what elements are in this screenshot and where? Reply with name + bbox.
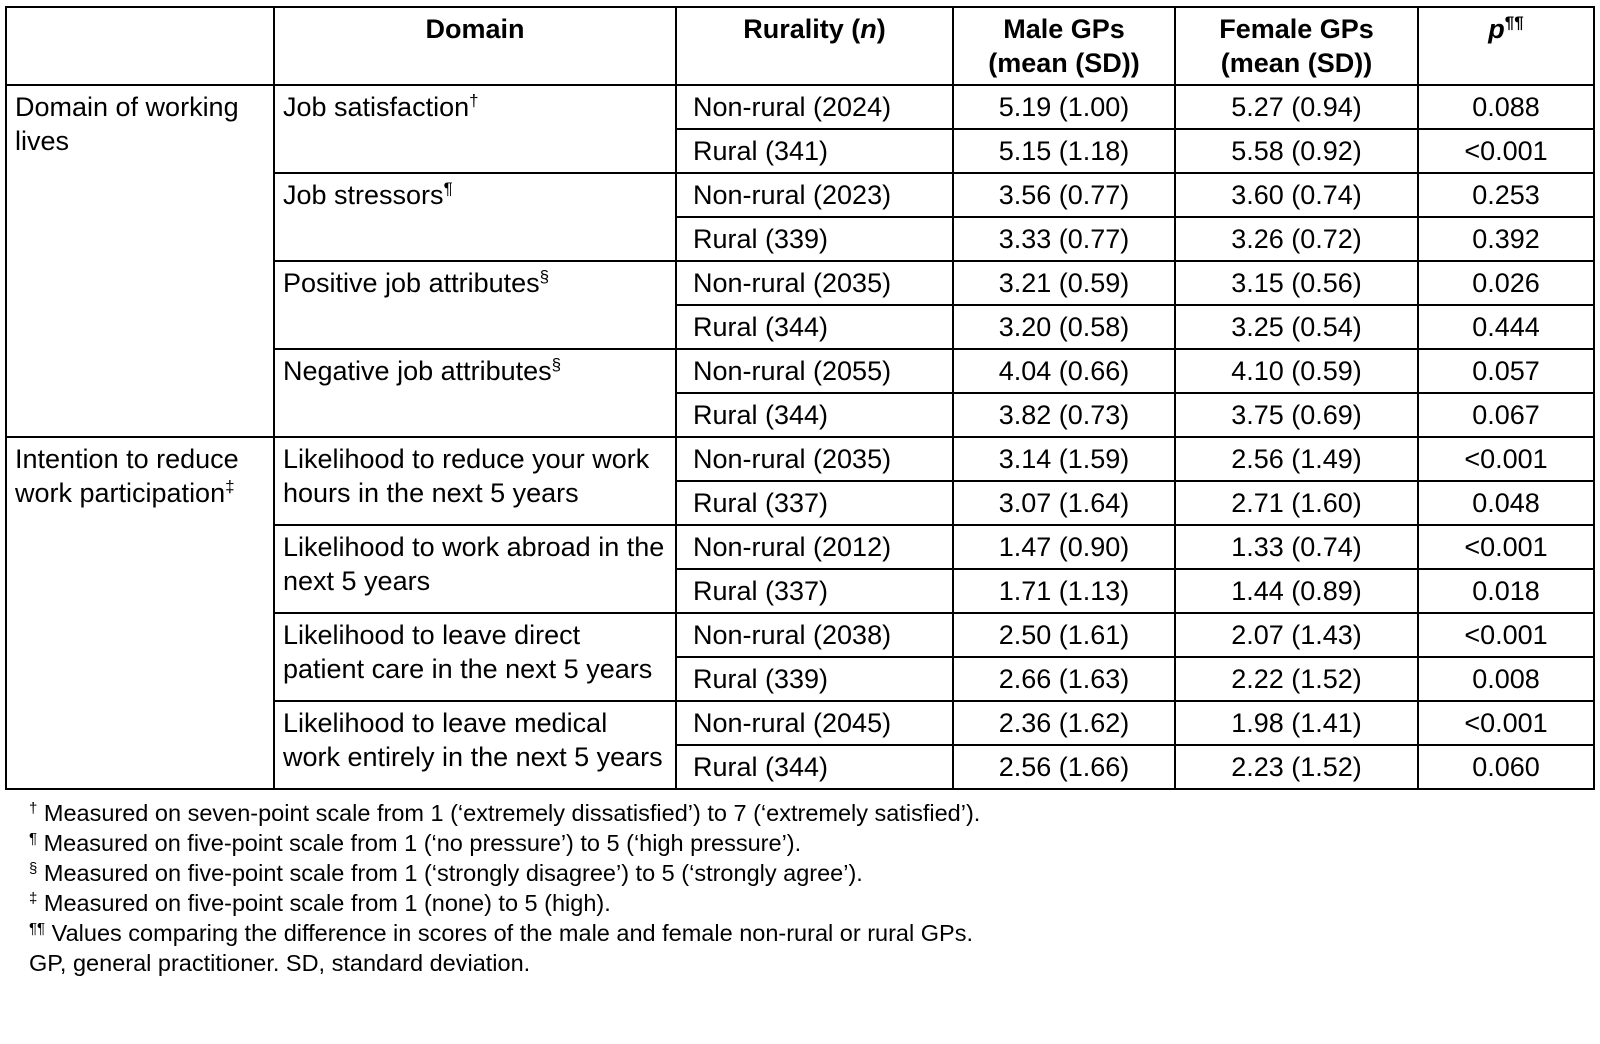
- footnote-mark: ‡: [29, 890, 38, 907]
- p-cell: 0.060: [1418, 745, 1594, 789]
- item-footnote-mark: ¶: [443, 179, 453, 198]
- male-cell: 2.66 (1.63): [953, 657, 1175, 701]
- male-cell: 1.47 (0.90): [953, 525, 1175, 569]
- table-row: [6, 437, 1594, 481]
- rurality-cell: Non-rural (2038): [676, 613, 953, 657]
- footnote-line: [29, 948, 1595, 978]
- item-name-cell: [274, 349, 676, 437]
- header-rurality: Rurality (n): [676, 7, 953, 85]
- male-cell: 3.20 (0.58): [953, 305, 1175, 349]
- rurality-cell: Non-rural (2035): [676, 437, 953, 481]
- item-name: Likelihood to reduce your work hours in the next 5 years: [283, 444, 650, 508]
- p-cell: 0.253: [1418, 173, 1594, 217]
- female-cell: 3.25 (0.54): [1175, 305, 1418, 349]
- group-footnote-mark: ‡: [225, 477, 235, 496]
- male-cell: 3.33 (0.77): [953, 217, 1175, 261]
- female-cell: 2.71 (1.60): [1175, 481, 1418, 525]
- item-name-cell: [274, 261, 676, 349]
- header-row: [6, 7, 1594, 85]
- rurality-cell: Rural (344): [676, 745, 953, 789]
- item-name-cell: [274, 437, 676, 525]
- female-cell: 3.26 (0.72): [1175, 217, 1418, 261]
- rurality-cell: Rural (337): [676, 481, 953, 525]
- female-cell: 2.22 (1.52): [1175, 657, 1418, 701]
- p-cell: 0.067: [1418, 393, 1594, 437]
- p-cell: 0.057: [1418, 349, 1594, 393]
- header-blank: [6, 7, 274, 85]
- group-label: Intention to reduce work participation: [15, 444, 239, 508]
- rurality-cell: Rural (339): [676, 657, 953, 701]
- footnote-mark: ¶¶: [29, 920, 46, 937]
- rurality-cell: Non-rural (2035): [676, 261, 953, 305]
- p-cell: <0.001: [1418, 129, 1594, 173]
- male-cell: 2.50 (1.61): [953, 613, 1175, 657]
- rurality-cell: Non-rural (2055): [676, 349, 953, 393]
- female-cell: 5.58 (0.92): [1175, 129, 1418, 173]
- male-cell: 3.21 (0.59): [953, 261, 1175, 305]
- female-cell: 2.07 (1.43): [1175, 613, 1418, 657]
- header-female: Female GPs (mean (SD)): [1175, 7, 1418, 85]
- female-cell: 1.98 (1.41): [1175, 701, 1418, 745]
- item-name: Job satisfaction: [283, 92, 470, 122]
- item-name: Likelihood to work abroad in the next 5 years: [283, 532, 665, 596]
- female-cell: 5.27 (0.94): [1175, 85, 1418, 129]
- group-label-cell: [6, 85, 274, 437]
- male-cell: 1.71 (1.13): [953, 569, 1175, 613]
- footnote-text: Values comparing the difference in scores of the male and female non-rural or rural GPs.: [45, 920, 973, 946]
- rurality-cell: Rural (344): [676, 393, 953, 437]
- item-footnote-mark: §: [539, 267, 550, 286]
- footnote-line: [29, 888, 1595, 918]
- female-cell: 2.23 (1.52): [1175, 745, 1418, 789]
- footnote-line: [29, 918, 1595, 948]
- item-name-cell: [274, 173, 676, 261]
- item-footnote-mark: †: [469, 91, 479, 110]
- item-name-cell: [274, 613, 676, 701]
- p-cell: 0.088: [1418, 85, 1594, 129]
- footnote-text: Measured on five-point scale from 1 (none) to 5 (high).: [37, 890, 611, 916]
- female-cell: 1.44 (0.89): [1175, 569, 1418, 613]
- rurality-cell: Non-rural (2012): [676, 525, 953, 569]
- female-cell: 1.33 (0.74): [1175, 525, 1418, 569]
- p-cell: <0.001: [1418, 701, 1594, 745]
- male-cell: 5.15 (1.18): [953, 129, 1175, 173]
- footnote-line: [29, 798, 1595, 828]
- rurality-cell: Non-rural (2023): [676, 173, 953, 217]
- item-name: Negative job attributes: [283, 356, 552, 386]
- group-label-cell: [6, 437, 274, 789]
- footnote-line: [29, 858, 1595, 888]
- item-name-cell: [274, 525, 676, 613]
- male-cell: 2.56 (1.66): [953, 745, 1175, 789]
- results-table: [5, 6, 1595, 790]
- p-cell: <0.001: [1418, 613, 1594, 657]
- male-cell: 3.14 (1.59): [953, 437, 1175, 481]
- item-name: Job stressors: [283, 180, 444, 210]
- footnote-mark: †: [29, 800, 38, 817]
- rurality-cell: Rural (344): [676, 305, 953, 349]
- header-domain: Domain: [274, 7, 676, 85]
- p-cell: 0.018: [1418, 569, 1594, 613]
- male-cell: 5.19 (1.00): [953, 85, 1175, 129]
- item-name-cell: [274, 85, 676, 173]
- rurality-cell: Rural (337): [676, 569, 953, 613]
- table-row: [6, 85, 1594, 129]
- rurality-cell: Rural (341): [676, 129, 953, 173]
- p-cell: 0.008: [1418, 657, 1594, 701]
- footnote-text: Measured on seven-point scale from 1 (‘extremely dissatisfied’) to 7 (‘extremely satisfied’).: [37, 800, 981, 826]
- footnote-mark: ¶: [29, 830, 38, 847]
- header-male: Male GPs (mean (SD)): [953, 7, 1175, 85]
- female-cell: 4.10 (0.59): [1175, 349, 1418, 393]
- item-name-cell: [274, 701, 676, 789]
- rurality-cell: Rural (339): [676, 217, 953, 261]
- item-name: Likelihood to leave direct patient care in the next 5 years: [283, 620, 653, 684]
- male-cell: 3.56 (0.77): [953, 173, 1175, 217]
- p-cell: <0.001: [1418, 525, 1594, 569]
- p-cell: 0.444: [1418, 305, 1594, 349]
- male-cell: 3.07 (1.64): [953, 481, 1175, 525]
- footnotes: [5, 798, 1595, 978]
- rurality-cell: Non-rural (2024): [676, 85, 953, 129]
- p-cell: 0.048: [1418, 481, 1594, 525]
- item-footnote-mark: §: [551, 355, 562, 374]
- male-cell: 3.82 (0.73): [953, 393, 1175, 437]
- p-cell: 0.392: [1418, 217, 1594, 261]
- table-container: [5, 6, 1595, 978]
- rurality-cell: Non-rural (2045): [676, 701, 953, 745]
- header-p: p¶¶: [1418, 7, 1594, 85]
- footnote-text: Measured on five-point scale from 1 (‘strongly disagree’) to 5 (‘strongly agree’).: [37, 860, 863, 886]
- footnote-mark: §: [29, 860, 38, 877]
- item-name: Positive job attributes: [283, 268, 540, 298]
- male-cell: 2.36 (1.62): [953, 701, 1175, 745]
- p-cell: <0.001: [1418, 437, 1594, 481]
- p-cell: 0.026: [1418, 261, 1594, 305]
- item-name: Likelihood to leave medical work entirely in the next 5 years: [283, 708, 663, 772]
- female-cell: 3.75 (0.69): [1175, 393, 1418, 437]
- footnote-text: GP, general practitioner. SD, standard deviation.: [29, 950, 531, 976]
- footnote-text: Measured on five-point scale from 1 (‘no pressure’) to 5 (‘high pressure’).: [37, 830, 802, 856]
- male-cell: 4.04 (0.66): [953, 349, 1175, 393]
- female-cell: 3.15 (0.56): [1175, 261, 1418, 305]
- female-cell: 3.60 (0.74): [1175, 173, 1418, 217]
- female-cell: 2.56 (1.49): [1175, 437, 1418, 481]
- footnote-line: [29, 828, 1595, 858]
- group-label: Domain of working lives: [15, 92, 239, 156]
